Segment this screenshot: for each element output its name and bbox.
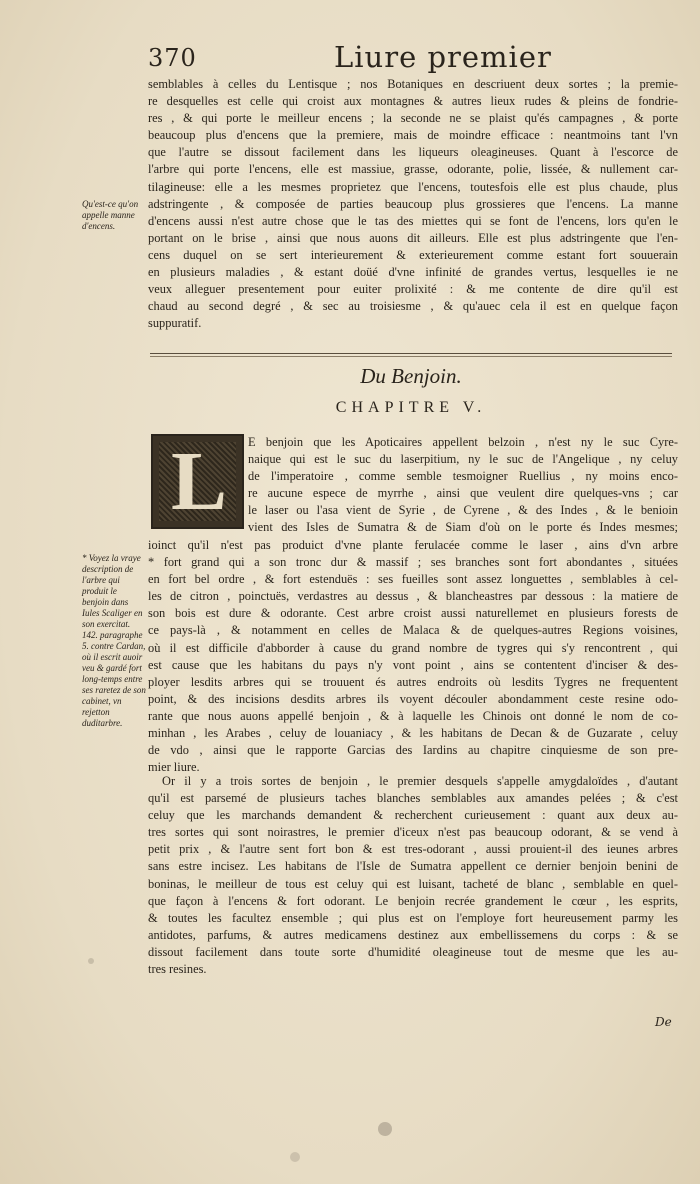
text-line: tilagineuse: elle a les mesmes proprietez que l'encens, toutesfois elle est plus chaude, plus xyxy=(148,179,678,194)
section-rule xyxy=(150,353,672,354)
text-line: re desquelles est celle qui croist aux montagnes & autres lieux rudes & pleins de fondrie- xyxy=(148,94,678,109)
text-line: ce pays-là , & notamment en celles de Malaca & de quelques-autres Regions voisines, xyxy=(148,623,678,638)
text-line: ioinct qu'il n'est pas produict d'vne plante ferulacée comme le laser , ains d'vn arbre xyxy=(148,538,678,552)
text-line: le laser ou l'asa vient de Syrie , de Cyrene , & des Indes , & le benioin xyxy=(248,503,678,518)
text-line: minhan , les Arabes , celuy de louaniacy , & les habitans de Decan & de Guzarate , celuy xyxy=(148,726,678,741)
text-line: boninas, le meilleur de tous est celuy qui est luisant, tacheté de blanc , semblable en quel- xyxy=(148,876,678,891)
text-line: en fort bel ordre , & fort estenduës : ses fueilles sont assez longuettes , semblables à cel- xyxy=(148,572,678,587)
text-line: mier liure. xyxy=(148,760,200,775)
chapter-title: CHAPITRE V. xyxy=(335,399,487,416)
text-line: sans estre incisez. Les habitans de l'Isle de Sumatra appellent ce dernier benjoin benini de xyxy=(148,859,678,874)
chapter-paragraph-wrapped xyxy=(248,434,678,537)
paper-blot xyxy=(88,958,94,964)
text-line: celuy que les marchands demandent & recherchent curieusement : quant aux deux au- xyxy=(148,808,678,823)
text-line: est cause que les habitans du pays n'y vont point , ains se contentent d'inciser & des- xyxy=(148,657,678,672)
text-line: ployer lesdits arbres qui se trouuent és autres endroits où lesdits Tygres ne frequentent xyxy=(148,674,678,689)
page-header xyxy=(148,40,668,74)
text-line: veux alleguer presentement pour euiter prolixité : & me contente de dire qu'il est xyxy=(148,282,678,297)
text-line: l'arbre qui porte l'encens, elle est massiue, grasse, odorante, polie, lissée, & nullement car- xyxy=(148,162,678,177)
text-line: re aucune espece de myrrhe , ainsi que veulent dire quelques-vns ; car xyxy=(248,486,678,501)
text-line: dissout facilement dans toute sorte d'humidité oleagineuse tout de mesme que les au- xyxy=(148,944,678,959)
text-line: * fort grand qui a son tronc dur & massif ; ses branches sont fort abondantes , situées xyxy=(148,555,678,570)
text-line: adstringente , & composée de parties beaucoup plus grossieres que l'encens. La manne xyxy=(148,196,678,211)
text-line: les de citron , poinctuës, verdastres au dessus , & blancheastres par dessous : la matiere de xyxy=(148,589,678,604)
text-line: E benjoin que les Apoticaires appellent belzoin , n'est ny le suc Cyre- xyxy=(248,435,678,449)
text-line: res , & qui porte le meilleur encens ; la seconde ne se plaist qu'és campagnes , & porte xyxy=(148,111,678,126)
text-line: en plusieurs maladies , & estant doüé d'vne infinité de grandes vertus, lesquelles ie ne xyxy=(148,265,678,280)
text-line: cens duquel on se sert interieurement & exterieurement comme estant fort souuerain xyxy=(148,247,678,262)
text-line: rante que nous auons appellé benjoin , & à laquelle les Chinois ont donné le nom de co- xyxy=(148,708,678,723)
text-line: son bois est dure & odorante. Cest arbre croist aussi naturellemet en plusieurs forests de xyxy=(148,606,678,621)
text-line: Or il y a trois sortes de benjoin , le premier desquels s'appelle amygdaloïdes , d'autant xyxy=(162,774,678,788)
text-line: que l'autre se dissout facilement dans les liqueurs oleagineuses. Quant à l'escorce de xyxy=(148,145,678,160)
text-line: & toutes les facultez ensemble ; qui plus est on l'employe fort heureusement parmy les xyxy=(148,910,678,925)
text-line: que façon à l'encens & fort odorant. Le benjoin recrée grandement le cœur , les esprits, xyxy=(148,893,678,908)
section-title: Du Benjoin. xyxy=(360,364,462,388)
paper-blot xyxy=(290,1152,300,1162)
text-line: semblables à celles du Lentisque ; nos Botaniques en descriuent deux sortes ; la premie- xyxy=(148,77,678,91)
drop-cap-initial xyxy=(151,434,244,529)
top-paragraph xyxy=(148,76,678,332)
text-line: qu'il est parsemé de plusieurs taches blanches semblables aux amandes pelées ; & c'est xyxy=(148,791,678,806)
margin-note-manne: Qu'est-ce qu'on appelle manne d'encens. xyxy=(82,199,139,231)
text-line: point, & des incisions desdits arbres ils voyent découler abondamment ceste resine odo- xyxy=(148,691,678,706)
section-rule-secondary xyxy=(150,356,672,357)
text-line: où il est difficile d'abborder à cause du grand nombre de tygres qui s'y rencontrent , qui xyxy=(148,640,678,655)
chapter-paragraph xyxy=(148,537,678,776)
text-line: beaucoup plus d'encens que la premiere, mais de moindre efficace : neantmoins tant l'vn xyxy=(148,128,678,143)
text-line: vient des Isles de Sumatra & de Siam d'où on le porte és Indes mesmes; xyxy=(248,520,678,535)
text-line: antidotes, parfums, & autres medicamens destinez aux embellissemens du corps : & se xyxy=(148,927,678,942)
text-line: d'encens aussi n'est autre chose que le tas des miettes qui se font de l'encens, lors qu'en le xyxy=(148,213,678,228)
second-paragraph xyxy=(148,773,678,978)
paper-blot xyxy=(378,1122,392,1136)
text-line: tres sortes qui sont noirastres, le premier d'iceux n'est pas beaucoup odorant, & se vend à xyxy=(148,825,678,840)
text-line: tres resines. xyxy=(148,962,207,977)
catchword: De xyxy=(655,1015,672,1029)
text-line: de vdo , ainsi que le rapporte Garcias des Iardins au chapitre cinquiesme de son pre- xyxy=(148,743,678,758)
text-line: portant on le brise , ainsi que nous auons dit ailleurs. Elle est plus adstringente que l'en- xyxy=(148,230,678,245)
drop-cap-letter: L xyxy=(171,435,228,528)
margin-note-scaliger: * Voyez la vraye description de l'arbre qui produit le benjoin dans Iules Scaliger en son exercitat. 142. paragraphe 5. contre Cardan, où il escrit auoir veu & gardé fort long-temps entre ses raretez de son cabinet, vn rejetton duditarbre. xyxy=(82,553,146,728)
text-line: petit prix , & l'autre sent fort bon & est tres-odorant , aussi prouient-il des ieunes arbres xyxy=(148,842,678,857)
text-line: chaud au second degré , & sec au troisiesme , & qu'auec cela il est en quelque façon xyxy=(148,299,678,314)
text-line: naique qui est le suc du laserpitium, ny le suc de l'Angelique , ny celuy xyxy=(248,452,678,467)
text-line: suppuratif. xyxy=(148,316,202,331)
running-title: Liure premier xyxy=(334,40,552,74)
text-line: de l'imperatoire , comme semble tesmoigner Ruellius , ny moins enco- xyxy=(248,469,678,484)
page-number: 370 xyxy=(148,44,197,72)
